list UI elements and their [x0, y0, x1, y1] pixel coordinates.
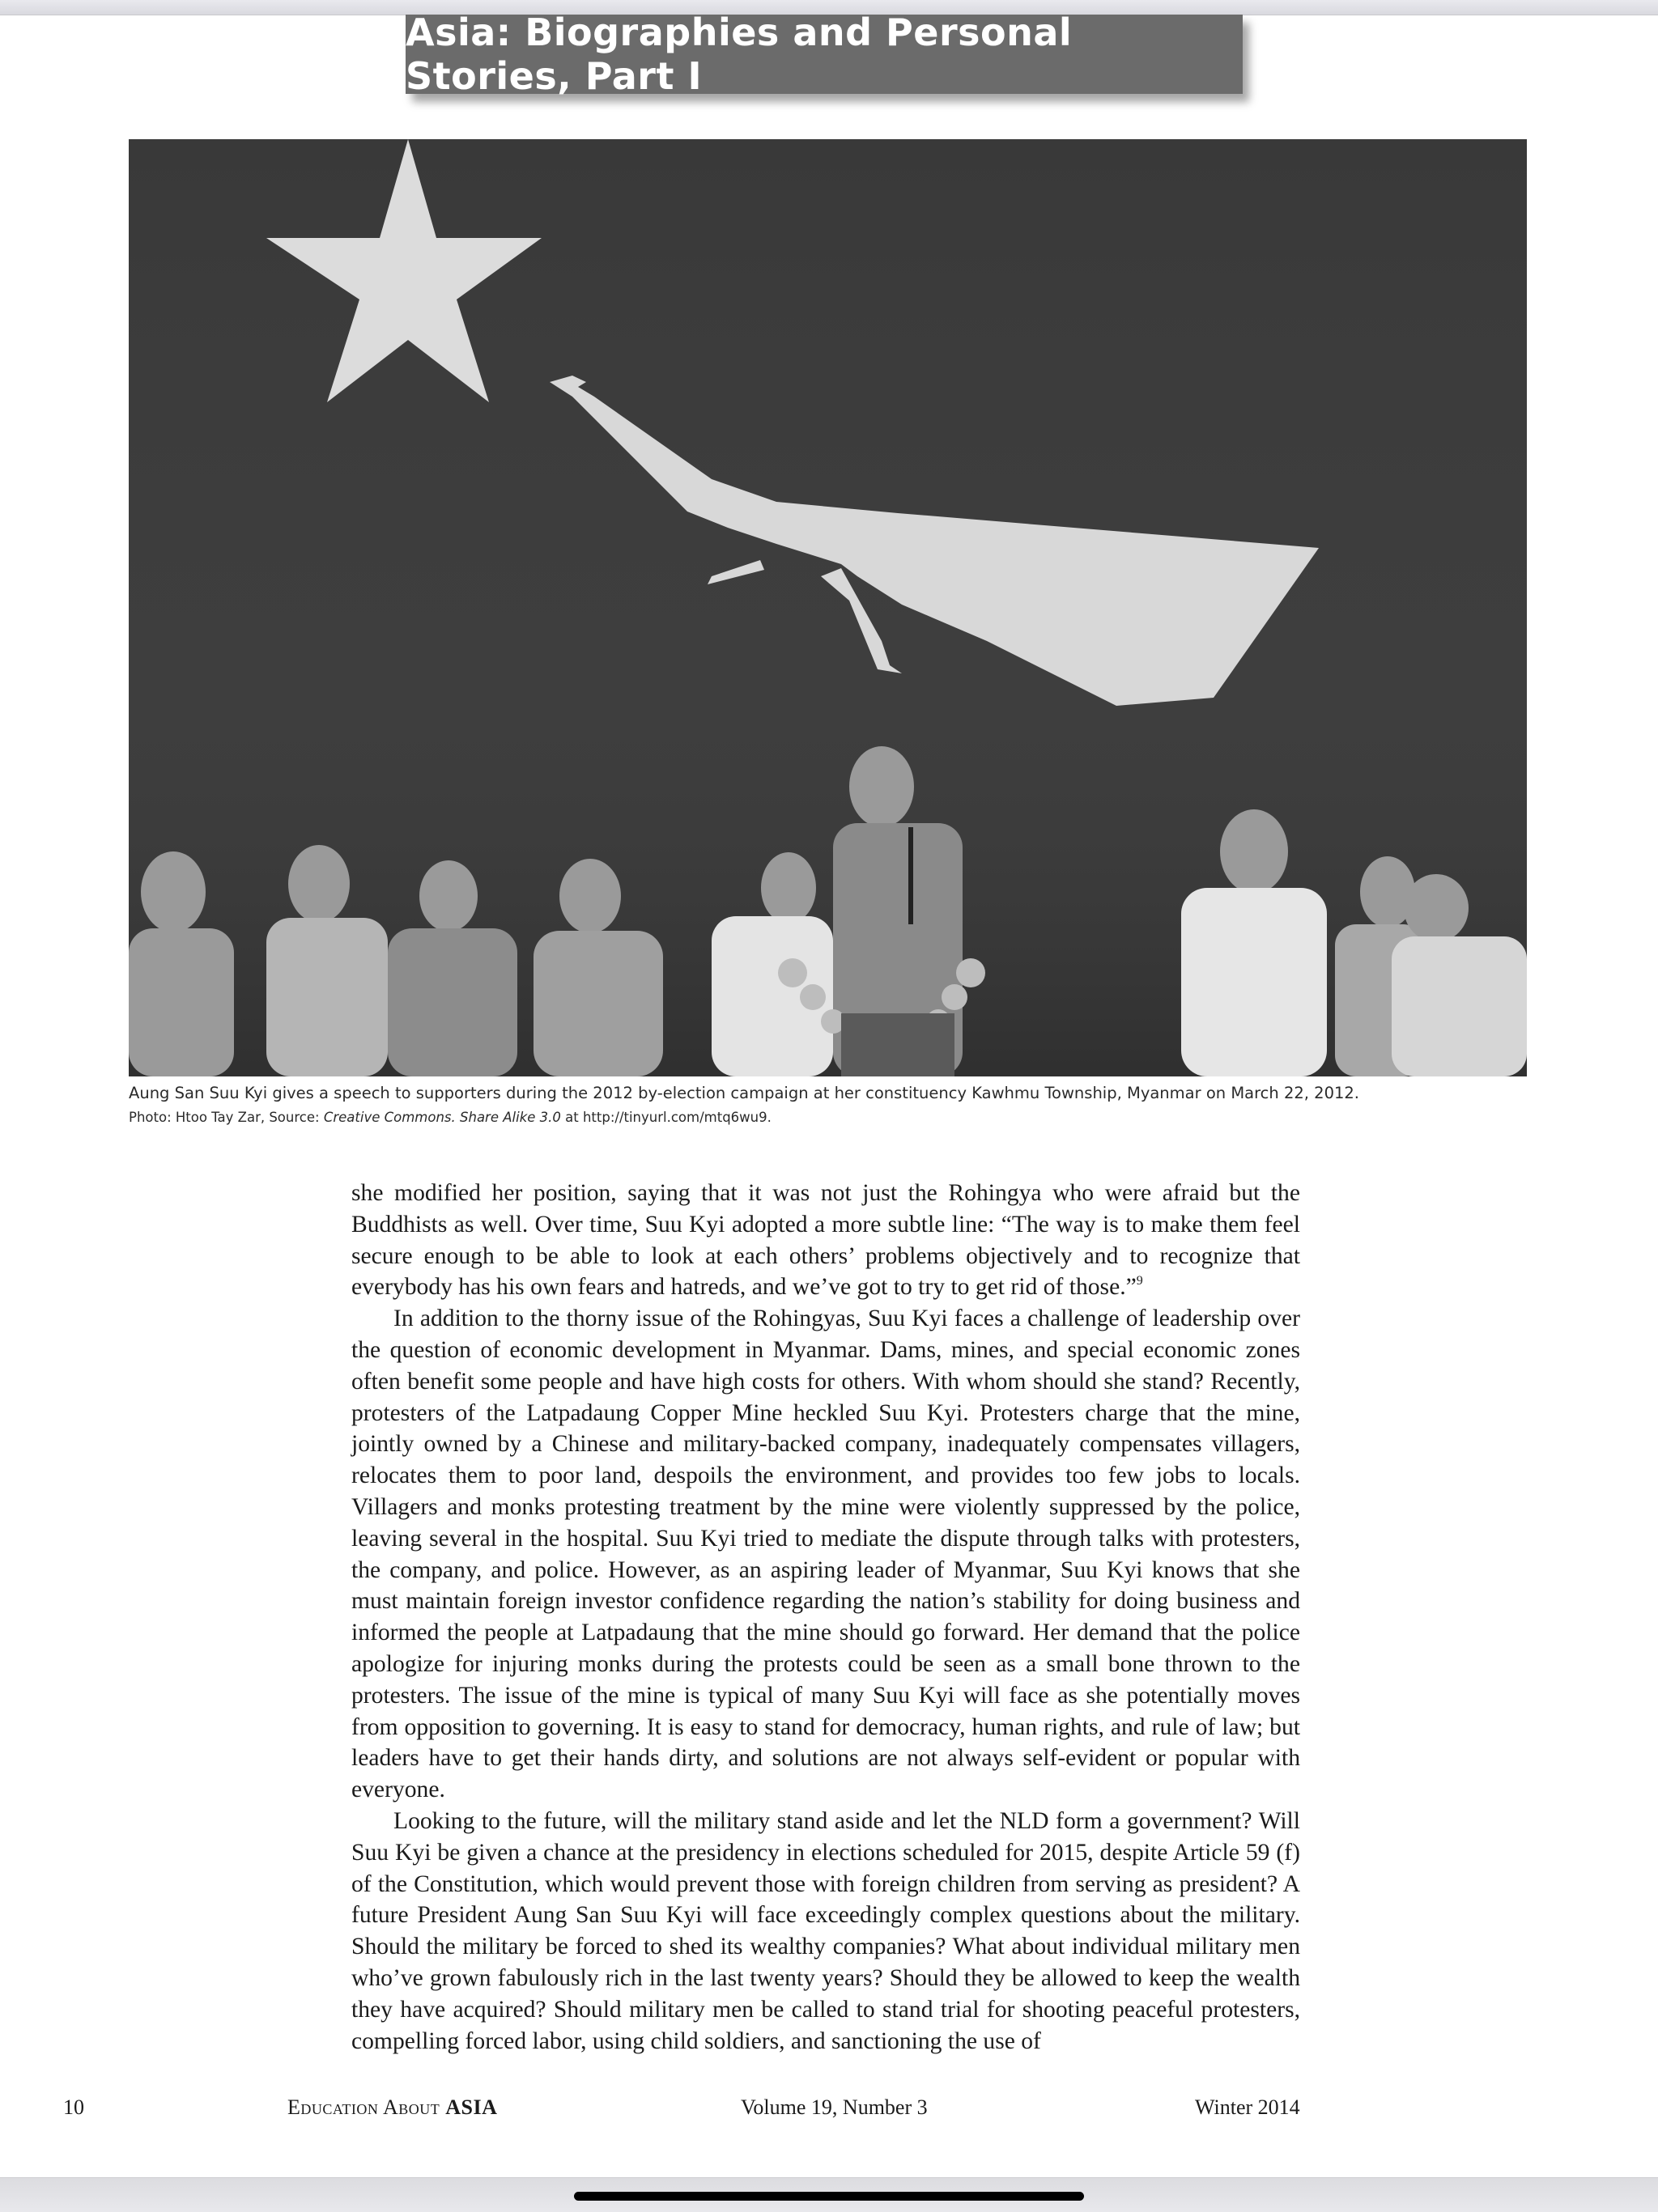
- article-photo: [129, 139, 1527, 1076]
- podium: [841, 1013, 954, 1076]
- paragraph-1: she modified her position, saying that it was not just the Rohingya who were afraid but the Buddhists as well. Over time, Suu Kyi adopted a more subtle line: “The way is to make them feel secure enough to be able to look at each others’ problems objectively and to recognize that everybody has his own fears and hatreds, and we’ve got to try to get rid of those.”$^9$: [351, 1180, 1300, 1301]
- section-header-banner: [406, 11, 1243, 98]
- issue-season: Winter 2014: [1195, 2095, 1300, 2119]
- paragraph-2: In addition to the thorny issue of the Rohingyas, Suu Kyi faces a challenge of leadership over the question of economic development in Myanmar. Dams, mines, and special economic zones often benefit some people and have high costs for others. With whom should she stand? Recently, protesters of the Latpadaung Copper Mine heckled Suu Kyi. Protesters charge that the mine, jointly owned by a Chinese and military-backed company, inadequately compensates villagers, relocates them to poor land, despoils the environment, and provides too few jobs to locals. Villagers and monks protesting treatment by the mine were violently suppressed by the police, leaving several in the hospital. Suu Kyi tried to mediate the dispute through talks with protesters, the company, and police. However, as an aspiring leader of Myanmar, Suu Kyi knows that she must maintain foreign investor confidence regarding the nation’s stability for doing business and informed the people at Latpadaung that the mine should go forward. Her demand that the police apologize for injuring monks during the protests could be seen as a small bone thrown to the protesters. The issue of the mine is typical of many Suu Kyi will face as she potentially moves from opposition to governing. It is easy to stand for democracy, human rights, and rule of law; but leaders have to get their hands dirty, and solutions are not always self-evident or popular with everyone.: [351, 1306, 1300, 1803]
- caption-text: Aung San Suu Kyi gives a speech to supporters during the 2012 by-election campaign at her constituency Kawhmu Township, Myanmar on March 22, 2012.: [129, 1084, 1359, 1102]
- paragraph-3: Looking to the future, will the military stand aside and let the NLD form a government? Will Suu Kyi be given a chance at the presidency in elections scheduled for 2015, despite Article 59 (f) of the Constitution, which would prevent those with foreign children from serving as president? A future President Aung San Suu Kyi will face exceedingly complex questions about the military. Should the military be forced to shed its wealthy companies? What about individual military men who’ve grown fabulously rich in the last twenty years? Should they be allowed to keep the wealth they have acquired? Should military men be called to stand trial for shooting peaceful protesters, compelling forced labor, using child soldiers, and sanctioning the use of: [351, 1807, 1300, 2054]
- home-indicator[interactable]: [574, 2192, 1084, 2201]
- microphone-icon: [908, 827, 913, 924]
- page-footer: [0, 2095, 1658, 2128]
- photo-credit: Photo: Htoo Tay Zar, Source: Creative Commons. Share Alike 3.0 at http://tinyurl.com/mtq6wu9.: [129, 1110, 772, 1125]
- section-title: Asia: Biographies and Personal Stories, Part I: [406, 11, 1073, 98]
- rally-photo-illustration: [129, 139, 1527, 1076]
- volume-info: Volume 19, Number 3: [741, 2095, 928, 2119]
- page-number: 10: [63, 2095, 84, 2119]
- footnote-ref[interactable]: 9: [1136, 1274, 1143, 1289]
- photo-caption: [129, 1081, 1554, 1130]
- license-name: Creative Commons. Share Alike 3.0: [323, 1110, 561, 1125]
- journal-name: Education About ASIA: [287, 2095, 498, 2119]
- article-body: [351, 1178, 1300, 2057]
